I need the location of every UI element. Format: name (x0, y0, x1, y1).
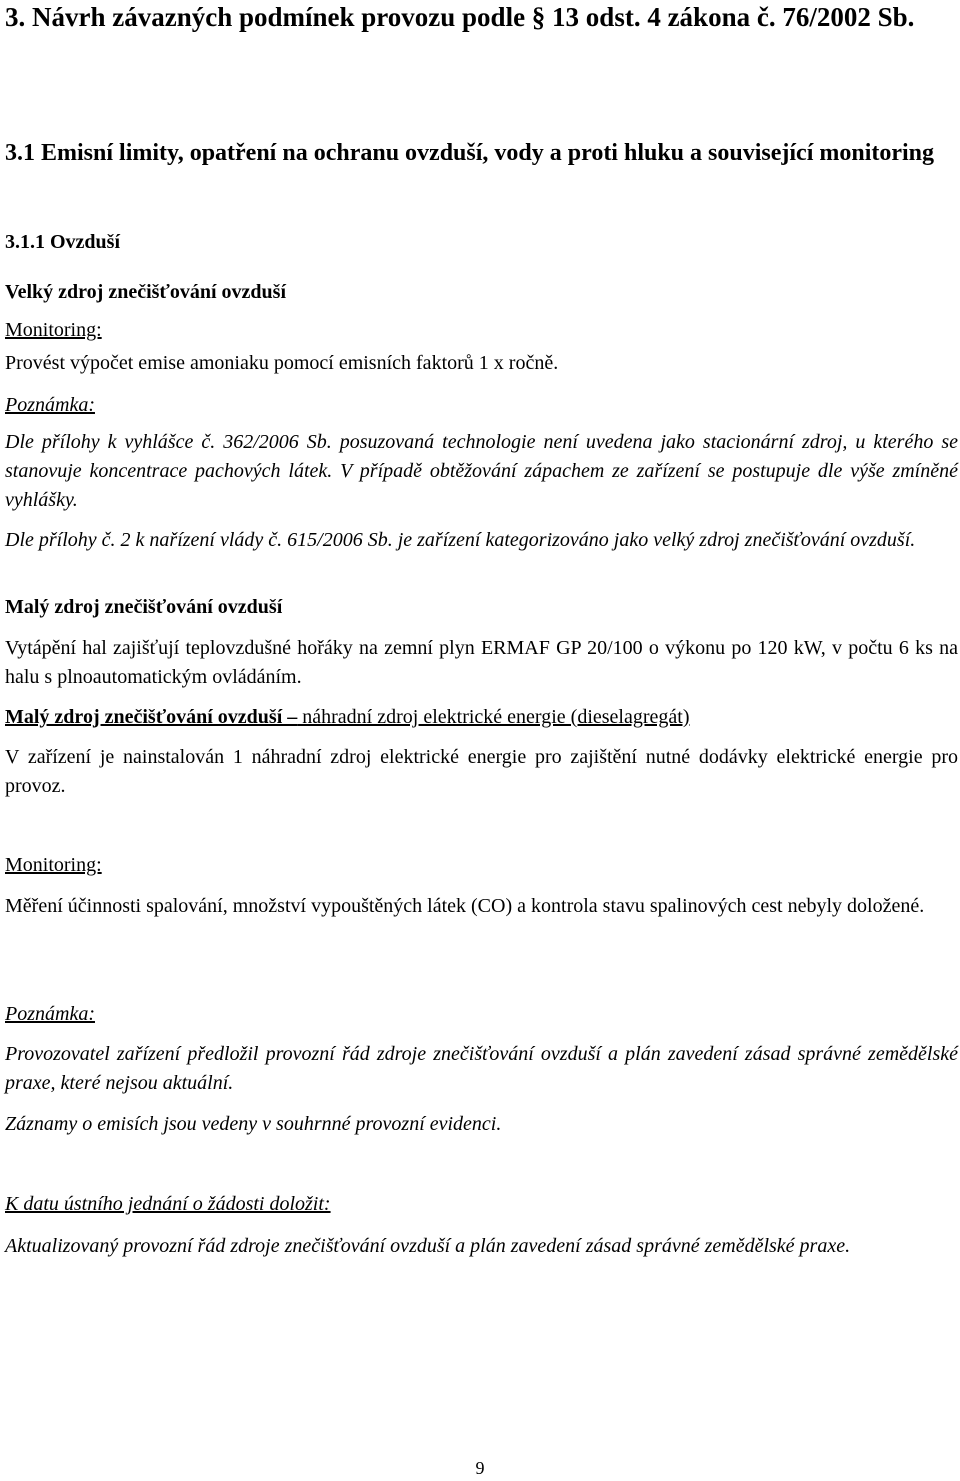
small-source-backup-heading-bold: Malý zdroj znečišťování ovzduší – (5, 706, 298, 728)
small-source-backup-text: V zařízení je nainstalován 1 náhradní zdroj elektrické energie pro zajištění nutné dodávky elektrické energie pro provoz. (5, 746, 958, 797)
small-source-text: Vytápění hal zajišťují teplovzdušné hořáky na zemní plyn ERMAF GP 20/100 o výkonu po 120 kW, v počtu 6 ks na halu s plnoautomatickým ovládáním. (5, 637, 958, 688)
subsection-title: 3.1 Emisní limity, opatření na ochranu ovzduší, vody a proti hluku a související monitoring (5, 140, 935, 166)
large-source-note-para-2: Dle přílohy č. 2 k nařízení vlády č. 615/2006 Sb. je zařízení kategorizováno jako velký zdroj znečišťování ovzduší. (5, 529, 916, 551)
large-source-monitoring-text: Provést výpočet emise amoniaku pomocí emisních faktorů 1 x ročně. (5, 352, 559, 374)
backup-note-label: Poznámka: (5, 1003, 95, 1025)
small-source-backup-heading (5, 703, 958, 731)
hearing-text: Aktualizovaný provozní řád zdroje znečišťování ovzduší a plán zavedení zásad správné zemědělské praxe. (5, 1235, 851, 1257)
small-source-backup-heading-rest: náhradní zdroj elektrické energie (dieselagregát) (297, 706, 690, 728)
large-source-note-label: Poznámka: (5, 394, 95, 416)
backup-note-para-2: Záznamy o emisích jsou vedeny v souhrnné provozní evidenci. (5, 1113, 502, 1135)
page-number: 9 (475, 1458, 485, 1478)
section-title: 3. Návrh závazných podmínek provozu podle § 13 odst. 4 zákona č. 76/2002 Sb. (5, 2, 915, 32)
backup-note-para-1: Provozovatel zařízení předložil provozní řád zdroje znečišťování ovzduší a plán zavedení zásad správné zemědělské praxe, které nejsou aktuální. (5, 1043, 958, 1094)
backup-monitoring-text: Měření účinnosti spalování, množství vypouštěných látek (CO) a kontrola stavu spalinových cest nebyly doložené. (5, 895, 925, 917)
hearing-label: K datu ústního jednání o žádosti doložit: (5, 1193, 331, 1215)
backup-monitoring-label: Monitoring: (5, 854, 102, 876)
subsubsection-title: 3.1.1 Ovzduší (5, 231, 121, 253)
large-source-heading: Velký zdroj znečišťování ovzduší (5, 281, 286, 303)
large-source-monitoring-label: Monitoring: (5, 319, 102, 341)
large-source-note-para-1: Dle přílohy k vyhlášce č. 362/2006 Sb. posuzovaná technologie není uvedena jako stacionární zdroj, u kterého se stanovuje koncentrace pachových látek. V případě obtěžování zápachem ze zařízení se postupuje dle výše zmíněné vyhlášky. (5, 431, 958, 511)
small-source-heading: Malý zdroj znečišťování ovzduší (5, 596, 283, 618)
